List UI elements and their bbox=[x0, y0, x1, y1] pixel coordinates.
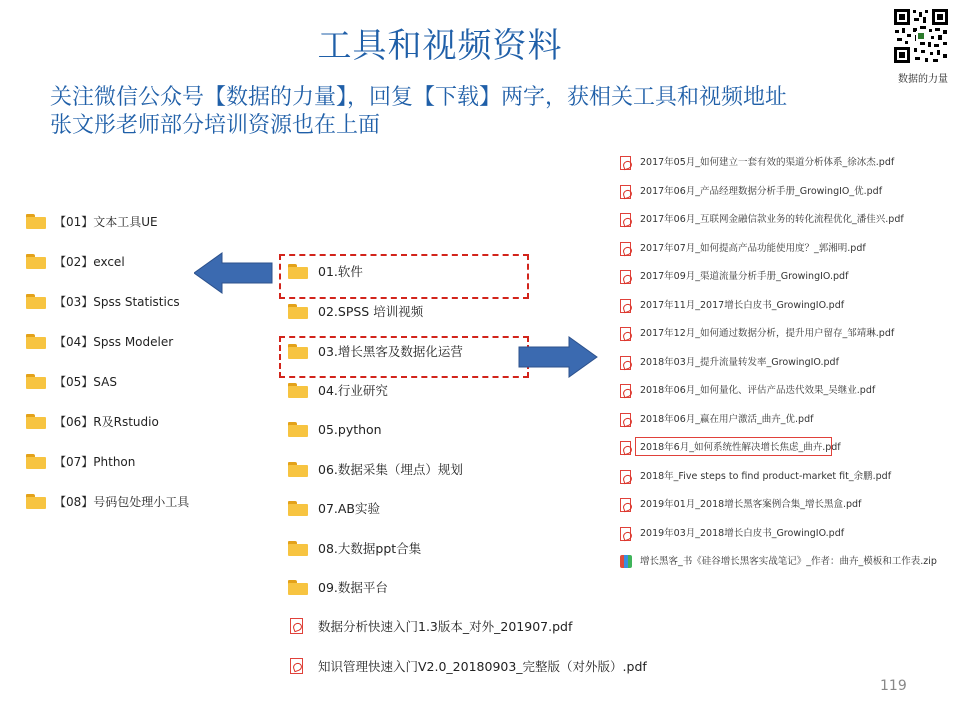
qr-caption: 数据的力量 bbox=[898, 74, 948, 85]
folder-label: 06.数据采集（埋点）规划 bbox=[318, 462, 463, 477]
pdf-icon bbox=[290, 658, 303, 674]
pdf-icon bbox=[620, 356, 631, 370]
file-label: 2018年06月_如何量化、评估产品迭代效果_吴继业.pdf bbox=[640, 385, 876, 396]
file-label: 2017年11月_2017增长白皮书_GrowingIO.pdf bbox=[640, 300, 845, 311]
file-label: 增长黑客_书《硅谷增长黑客实战笔记》_作者：曲卉_模板和工作表.zip bbox=[640, 556, 937, 567]
pdf-icon bbox=[620, 498, 631, 512]
folder-icon bbox=[288, 501, 308, 516]
folder-label: 03.增长黑客及数据化运营 bbox=[318, 344, 463, 359]
folder-label: 【03】Spss Statistics bbox=[54, 295, 180, 309]
folder-icon bbox=[288, 422, 308, 437]
folder-label: 09.数据平台 bbox=[318, 580, 388, 595]
arrow-left-icon bbox=[194, 252, 274, 294]
pdf-icon bbox=[620, 441, 631, 455]
folder-label: 07.AB实验 bbox=[318, 501, 381, 516]
folder-icon bbox=[26, 494, 46, 509]
folder-label: 01.软件 bbox=[318, 264, 363, 279]
subtitle bbox=[50, 84, 787, 140]
pdf-icon bbox=[620, 413, 631, 427]
pdf-icon bbox=[290, 618, 303, 634]
zip-archive-icon bbox=[620, 555, 632, 568]
file-label: 2019年01月_2018增长黑客案例合集_增长黑盒.pdf bbox=[640, 499, 862, 510]
pdf-icon bbox=[620, 213, 631, 227]
file-label: 2018年03月_提升流量转发率_GrowingIO.pdf bbox=[640, 357, 839, 368]
subtitle-line-2: 张文彤老师部分培训资源也在上面 bbox=[50, 113, 381, 138]
pdf-icon bbox=[620, 185, 631, 199]
file-label: 知识管理快速入门V2.0_20180903_完整版（对外版）.pdf bbox=[318, 659, 647, 674]
folder-icon bbox=[288, 462, 308, 477]
folder-label: 【08】号码包处理小工具 bbox=[54, 495, 190, 509]
file-label: 2019年03月_2018增长白皮书_GrowingIO.pdf bbox=[640, 528, 845, 539]
pdf-icon bbox=[620, 242, 631, 256]
file-label: 2018年06月_赢在用户激活_曲卉_优.pdf bbox=[640, 414, 814, 425]
folder-icon bbox=[26, 374, 46, 389]
pdf-icon bbox=[620, 327, 631, 341]
page-title: 工具和视频资料 bbox=[317, 26, 563, 66]
folder-label: 【06】R及Rstudio bbox=[54, 415, 159, 429]
highlight-box-growth bbox=[279, 336, 529, 378]
folder-icon bbox=[288, 304, 308, 319]
folder-icon bbox=[26, 414, 46, 429]
folder-label: 【02】excel bbox=[54, 255, 125, 269]
folder-icon bbox=[26, 454, 46, 469]
folder-label: 08.大数据ppt合集 bbox=[318, 541, 422, 556]
arrow-right-icon bbox=[518, 336, 598, 378]
folder-icon bbox=[288, 383, 308, 398]
file-label: 2018年6月_如何系统性解决增长焦虑_曲卉.pdf bbox=[640, 442, 841, 453]
file-label: 2017年06月_产品经理数据分析手册_GrowingIO_优.pdf bbox=[640, 186, 883, 197]
folder-label: 【07】Phthon bbox=[54, 455, 136, 469]
folder-label: 05.python bbox=[318, 422, 382, 437]
pdf-icon bbox=[620, 527, 631, 541]
subtitle-line-1: 关注微信公众号【数据的力量】，回复【下载】两字，获相关工具和视频地址 bbox=[50, 85, 788, 110]
folder-icon bbox=[288, 541, 308, 556]
folder-label: 【04】Spss Modeler bbox=[54, 335, 174, 349]
highlight-box-software bbox=[279, 254, 529, 299]
highlight-box-file bbox=[635, 437, 832, 456]
folder-icon bbox=[26, 254, 46, 269]
file-label: 2017年07月_如何提高产品功能使用度？_郭湘明.pdf bbox=[640, 243, 866, 254]
pdf-icon bbox=[620, 270, 631, 284]
folder-icon bbox=[26, 334, 46, 349]
folder-icon bbox=[26, 294, 46, 309]
folder-icon bbox=[288, 580, 308, 595]
file-label: 2017年06月_互联网金融信款业务的转化流程优化_潘佳兴.pdf bbox=[640, 214, 904, 225]
folder-icon bbox=[26, 214, 46, 229]
file-label: 数据分析快速入门1.3版本_对外_201907.pdf bbox=[318, 619, 573, 634]
file-label: 2017年09月_渠道流量分析手册_GrowingIO.pdf bbox=[640, 271, 849, 282]
pdf-icon bbox=[620, 384, 631, 398]
page-number: 119 bbox=[880, 678, 907, 694]
folder-label: 【01】文本工具UE bbox=[54, 215, 158, 229]
folder-label: 02.SPSS 培训视频 bbox=[318, 304, 424, 319]
pdf-icon bbox=[620, 299, 631, 313]
file-label: 2018年_Five steps to find product-market fit_余鹏.pdf bbox=[640, 471, 892, 482]
pdf-icon bbox=[620, 470, 631, 484]
folder-label: 【05】SAS bbox=[54, 375, 117, 389]
pdf-icon bbox=[620, 156, 631, 170]
file-label: 2017年05月_如何建立一套有效的渠道分析体系_徐冰杰.pdf bbox=[640, 157, 895, 168]
folder-label: 04.行业研究 bbox=[318, 383, 388, 398]
file-label: 2017年12月_如何通过数据分析，提升用户留存_邹靖琳.pdf bbox=[640, 328, 895, 339]
qr-code-icon bbox=[893, 8, 949, 64]
